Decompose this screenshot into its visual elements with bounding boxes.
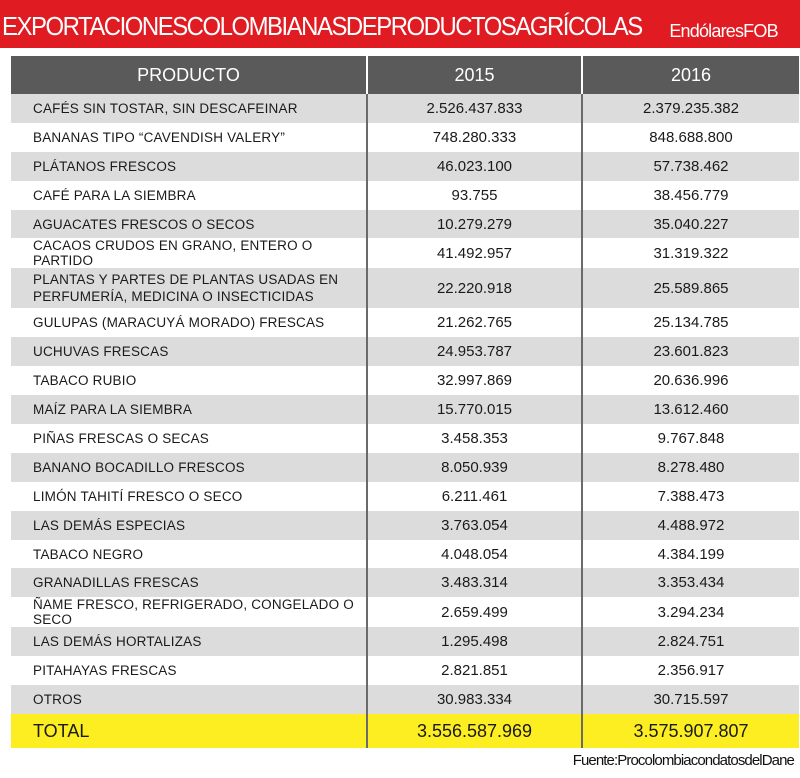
table-row <box>11 94 799 123</box>
table-row <box>11 337 799 366</box>
product-cell: LAS DEMÁS HORTALIZAS <box>11 627 367 656</box>
value-2016-cell: 2.356.917 <box>582 656 799 685</box>
exports-table-container <box>11 56 799 748</box>
table-row <box>11 453 799 482</box>
table-row <box>11 210 799 239</box>
value-2015-cell: 32.997.869 <box>367 366 582 395</box>
value-2016-cell: 4.488.972 <box>582 511 799 540</box>
value-2015-cell: 10.279.279 <box>367 210 582 239</box>
product-cell: PIÑAS FRESCAS O SECAS <box>11 424 367 453</box>
table-body <box>11 94 799 714</box>
header-2016: 2016 <box>582 56 799 94</box>
product-cell: MAÍZ PARA LA SIEMBRA <box>11 395 367 424</box>
table-row <box>11 511 799 540</box>
value-2016-cell: 3.353.434 <box>582 568 799 597</box>
value-2016-cell: 23.601.823 <box>582 337 799 366</box>
product-cell: CAFÉS SIN TOSTAR, SIN DESCAFEINAR <box>11 94 367 123</box>
table-row <box>11 627 799 656</box>
title-bar <box>0 0 800 48</box>
product-cell: AGUACATES FRESCOS O SECOS <box>11 210 367 239</box>
page-subtitle: EndólaresFOB <box>669 21 778 41</box>
value-2015-cell: 4.048.054 <box>367 540 582 569</box>
table-header-row <box>11 56 799 94</box>
product-cell: BANANO BOCADILLO FRESCOS <box>11 453 367 482</box>
table-row <box>11 123 799 152</box>
total-row <box>11 714 799 748</box>
value-2015-cell: 46.023.100 <box>367 152 582 181</box>
table-row <box>11 597 799 627</box>
value-2016-cell: 848.688.800 <box>582 123 799 152</box>
value-2016-cell: 35.040.227 <box>582 210 799 239</box>
table-row <box>11 568 799 597</box>
table-row <box>11 268 799 308</box>
value-2015-cell: 24.953.787 <box>367 337 582 366</box>
value-2016-cell: 7.388.473 <box>582 482 799 511</box>
product-cell: ÑAME FRESCO, REFRIGERADO, CONGELADO O SECO <box>11 597 367 627</box>
table-row <box>11 424 799 453</box>
value-2015-cell: 15.770.015 <box>367 395 582 424</box>
value-2015-cell: 6.211.461 <box>367 482 582 511</box>
product-cell: PLÁTANOS FRESCOS <box>11 152 367 181</box>
product-cell: CACAOS CRUDOS EN GRANO, ENTERO O PARTIDO <box>11 238 367 268</box>
value-2016-cell: 8.278.480 <box>582 453 799 482</box>
table-row <box>11 152 799 181</box>
product-cell: PITAHAYAS FRESCAS <box>11 656 367 685</box>
value-2016-cell: 25.589.865 <box>582 268 799 308</box>
exports-table <box>11 56 799 748</box>
product-cell: BANANAS TIPO “CAVENDISH VALERY” <box>11 123 367 152</box>
source-note: Fuente:ProcolombiacondatosdelDane <box>572 752 794 769</box>
product-cell: PLANTAS Y PARTES DE PLANTAS USADAS EN PERFUMERÍA, MEDICINA O INSECTICIDAS <box>11 268 367 308</box>
value-2015-cell: 748.280.333 <box>367 123 582 152</box>
value-2016-cell: 38.456.779 <box>582 181 799 210</box>
product-cell: UCHUVAS FRESCAS <box>11 337 367 366</box>
value-2016-cell: 20.636.996 <box>582 366 799 395</box>
value-2015-cell: 2.659.499 <box>367 597 582 627</box>
value-2016-cell: 13.612.460 <box>582 395 799 424</box>
value-2015-cell: 30.983.334 <box>367 685 582 714</box>
value-2015-cell: 8.050.939 <box>367 453 582 482</box>
product-cell: OTROS <box>11 685 367 714</box>
table-row <box>11 482 799 511</box>
total-label: TOTAL <box>11 714 367 748</box>
table-row <box>11 181 799 210</box>
table-row <box>11 238 799 268</box>
product-cell: GULUPAS (MARACUYÁ MORADO) FRESCAS <box>11 308 367 337</box>
value-2015-cell: 3.483.314 <box>367 568 582 597</box>
value-2015-cell: 3.763.054 <box>367 511 582 540</box>
value-2015-cell: 2.821.851 <box>367 656 582 685</box>
value-2016-cell: 25.134.785 <box>582 308 799 337</box>
table-row <box>11 540 799 569</box>
value-2016-cell: 31.319.322 <box>582 238 799 268</box>
value-2016-cell: 9.767.848 <box>582 424 799 453</box>
total-2015: 3.556.587.969 <box>367 714 582 748</box>
table-row <box>11 685 799 714</box>
value-2015-cell: 21.262.765 <box>367 308 582 337</box>
product-cell: CAFÉ PARA LA SIEMBRA <box>11 181 367 210</box>
value-2015-cell: 93.755 <box>367 181 582 210</box>
total-2016: 3.575.907.807 <box>582 714 799 748</box>
table-row <box>11 366 799 395</box>
value-2016-cell: 4.384.199 <box>582 540 799 569</box>
header-product: PRODUCTO <box>11 56 367 94</box>
header-2015: 2015 <box>367 56 582 94</box>
value-2015-cell: 22.220.918 <box>367 268 582 308</box>
product-cell: LIMÓN TAHITÍ FRESCO O SECO <box>11 482 367 511</box>
product-cell: TABACO RUBIO <box>11 366 367 395</box>
value-2015-cell: 2.526.437.833 <box>367 94 582 123</box>
product-cell: GRANADILLAS FRESCAS <box>11 568 367 597</box>
value-2015-cell: 41.492.957 <box>367 238 582 268</box>
value-2016-cell: 2.824.751 <box>582 627 799 656</box>
table-row <box>11 395 799 424</box>
value-2016-cell: 30.715.597 <box>582 685 799 714</box>
table-row <box>11 656 799 685</box>
value-2015-cell: 3.458.353 <box>367 424 582 453</box>
page-title: EXPORTACIONESCOLOMBIANASDEPRODUCTOSAGRÍCOLAS <box>2 11 642 41</box>
value-2015-cell: 1.295.498 <box>367 627 582 656</box>
value-2016-cell: 57.738.462 <box>582 152 799 181</box>
product-cell: LAS DEMÁS ESPECIAS <box>11 511 367 540</box>
product-cell: TABACO NEGRO <box>11 540 367 569</box>
table-row <box>11 308 799 337</box>
value-2016-cell: 3.294.234 <box>582 597 799 627</box>
value-2016-cell: 2.379.235.382 <box>582 94 799 123</box>
